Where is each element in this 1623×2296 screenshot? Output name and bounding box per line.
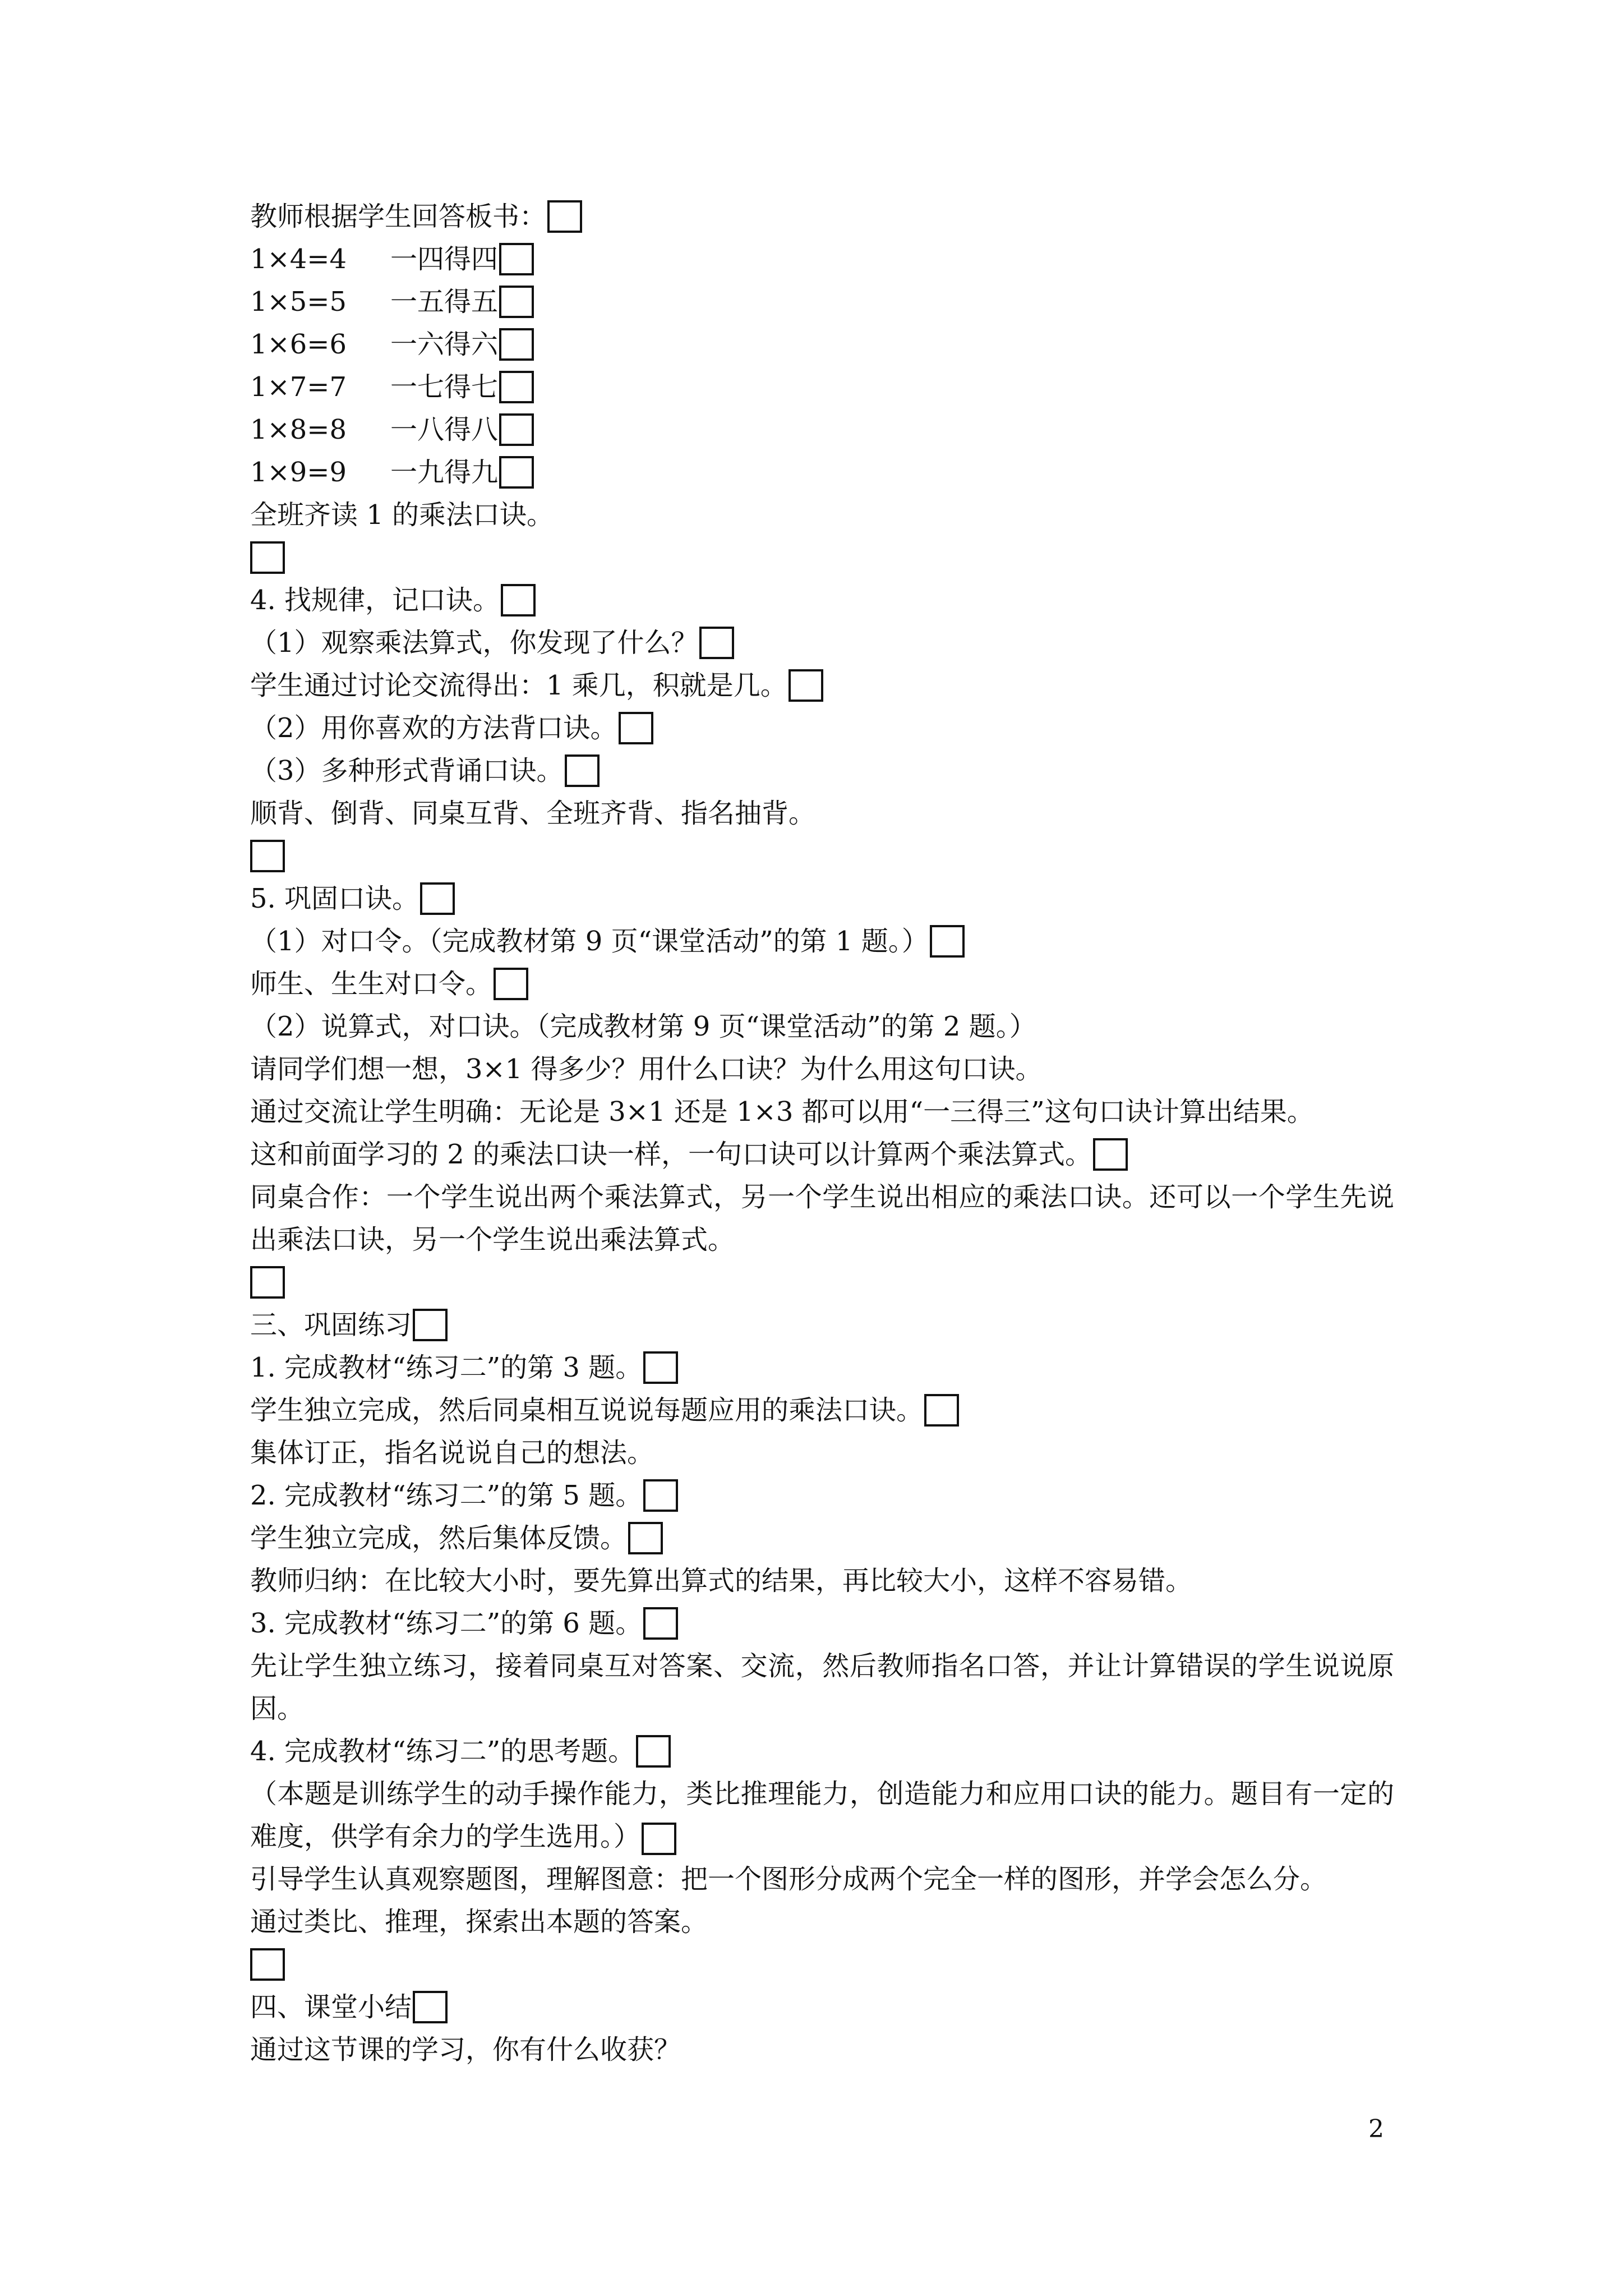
- text-paragraph: [250, 1773, 1394, 1858]
- text-line: [250, 835, 1394, 877]
- text-line: [250, 280, 1394, 323]
- text-line: [250, 1091, 1394, 1133]
- line-text: 一九得九: [390, 457, 499, 488]
- line-text: （1）观察乘法算式，你发现了什么？: [250, 627, 698, 659]
- text-line: [250, 920, 1394, 963]
- checkbox-square: [413, 1991, 448, 2023]
- checkbox-square: [789, 669, 823, 702]
- section-heading: [250, 1304, 1394, 1346]
- text-paragraph: [250, 1645, 1394, 1730]
- line-text: 教师根据学生回答板书：: [250, 201, 547, 232]
- line-text: 3. 完成教材“练习二”的第 6 题。: [250, 1608, 643, 1639]
- line-text: 2. 完成教材“练习二”的第 5 题。: [250, 1480, 643, 1511]
- checkbox-square: [642, 1823, 676, 1855]
- checkbox-square: [250, 541, 285, 574]
- checkbox-square: [499, 371, 534, 403]
- checkbox-square: [501, 584, 536, 616]
- checkbox-square: [494, 968, 528, 1000]
- line-text: 先让学生独立练习，接着同桌互对答案、交流，然后教师指名口答，并让计算错误的学生说说原因。: [250, 1650, 1394, 1724]
- section-heading: [250, 877, 1394, 920]
- line-text: 学生独立完成，然后同桌相互说说每题应用的乘法口诀。: [250, 1395, 924, 1426]
- text-paragraph: [250, 1176, 1394, 1261]
- line-text: （2）说算式，对口诀。（完成教材第 9 页“课堂活动”的第 2 题。）: [250, 1011, 1036, 1042]
- line-text: 一七得七: [390, 371, 499, 403]
- line-text: 1. 完成教材“练习二”的第 3 题。: [250, 1352, 643, 1383]
- checkbox-square: [565, 754, 600, 787]
- line-text: 通过交流让学生明确：无论是 3×1 还是 1×3 都可以用“一三得三”这句口诀计算出结果。: [250, 1096, 1314, 1128]
- equation: 1×8=8: [250, 414, 347, 445]
- text-line: [250, 2028, 1394, 2071]
- line-text: （本题是训练学生的动手操作能力，类比推理能力，创造能力和应用口诀的能力。题目有一定的难度，供学有余力的学生选用。）: [250, 1778, 1394, 1852]
- page-number: 2: [1368, 2115, 1384, 2143]
- text-line: [250, 408, 1394, 451]
- line-text: （1）对口令。（完成教材第 9 页“课堂活动”的第 1 题。）: [250, 926, 929, 957]
- checkbox-square: [420, 882, 455, 915]
- section-heading: [250, 1986, 1394, 2028]
- text-line: [250, 1943, 1394, 1986]
- text-line: [250, 238, 1394, 280]
- line-text: 全班齐读 1 的乘法口诀。: [250, 499, 554, 531]
- text-line: [250, 536, 1394, 579]
- document-body: [250, 195, 1394, 2071]
- text-line: [250, 792, 1394, 835]
- line-text: 通过类比、推理，探索出本题的答案。: [250, 1906, 708, 1938]
- text-line: [250, 1559, 1394, 1602]
- line-text: 学生通过讨论交流得出：1 乘几，积就是几。: [250, 670, 787, 701]
- line-text: 4. 完成教材“练习二”的思考题。: [250, 1736, 635, 1767]
- text-line: [250, 707, 1394, 749]
- text-line: [250, 664, 1394, 707]
- checkbox-square: [699, 627, 734, 659]
- line-text: 一五得五: [390, 286, 499, 318]
- text-line: [250, 749, 1394, 792]
- line-text: 师生、生生对口令。: [250, 968, 493, 1000]
- text-line: [250, 366, 1394, 408]
- line-text: （2）用你喜欢的方法背口诀。: [250, 712, 617, 744]
- text-line: [250, 323, 1394, 366]
- text-line: [250, 622, 1394, 664]
- equation: 1×4=4: [250, 243, 347, 275]
- text-line: [250, 1389, 1394, 1432]
- equation: 1×6=6: [250, 329, 347, 360]
- text-line: [250, 1858, 1394, 1901]
- checkbox-square: [924, 1394, 959, 1427]
- checkbox-square: [619, 712, 653, 744]
- line-text: 四、课堂小结: [250, 1991, 412, 2023]
- checkbox-square: [643, 1351, 678, 1384]
- section-heading: [250, 579, 1394, 622]
- checkbox-square: [1093, 1138, 1128, 1171]
- text-line: [250, 1517, 1394, 1559]
- text-line: [250, 195, 1394, 238]
- checkbox-square: [547, 200, 582, 233]
- checkbox-square: [499, 328, 534, 361]
- equation: 1×5=5: [250, 286, 347, 318]
- text-line: [250, 451, 1394, 494]
- line-text: 这和前面学习的 2 的乘法口诀一样，一句口诀可以计算两个乘法算式。: [250, 1139, 1092, 1170]
- text-line: [250, 1730, 1394, 1773]
- line-text: 同桌合作：一个学生说出两个乘法算式，另一个学生说出相应的乘法口诀。还可以一个学生先说出乘法口诀，另一个学生说出乘法算式。: [250, 1181, 1394, 1255]
- line-text: 集体订正，指名说说自己的想法。: [250, 1437, 654, 1469]
- line-text: 顺背、倒背、同桌互背、全班齐背、指名抽背。: [250, 798, 816, 829]
- checkbox-square: [643, 1479, 678, 1512]
- checkbox-square: [499, 456, 534, 489]
- text-line: [250, 1133, 1394, 1176]
- checkbox-square: [499, 286, 534, 318]
- text-line: [250, 1346, 1394, 1389]
- line-text: 通过这节课的学习，你有什么收获？: [250, 2034, 681, 2065]
- text-line: [250, 1474, 1394, 1517]
- checkbox-square: [250, 840, 285, 872]
- text-line: [250, 963, 1394, 1005]
- checkbox-square: [499, 243, 534, 275]
- checkbox-square: [413, 1309, 448, 1341]
- line-text: 三、巩固练习: [250, 1309, 412, 1341]
- checkbox-square: [643, 1607, 678, 1640]
- line-text: （3）多种形式背诵口诀。: [250, 755, 564, 786]
- checkbox-square: [250, 1948, 285, 1981]
- line-text: 5. 巩固口诀。: [250, 883, 419, 914]
- text-line: [250, 1005, 1394, 1048]
- text-line: [250, 1901, 1394, 1943]
- line-text: 4. 找规律，记口诀。: [250, 585, 500, 616]
- equation: 1×9=9: [250, 457, 347, 488]
- line-text: 请同学们想一想，3×1 得多少？用什么口诀？为什么用这句口诀。: [250, 1053, 1043, 1085]
- text-line: [250, 1432, 1394, 1474]
- text-line: [250, 494, 1394, 536]
- line-text: 一六得六: [390, 329, 499, 360]
- checkbox-square: [628, 1522, 663, 1554]
- equation: 1×7=7: [250, 371, 347, 403]
- text-line: [250, 1048, 1394, 1091]
- line-text: 学生独立完成，然后集体反馈。: [250, 1522, 628, 1554]
- line-text: 引导学生认真观察题图，理解图意：把一个图形分成两个完全一样的图形，并学会怎么分。: [250, 1864, 1327, 1895]
- line-text: 一八得八: [390, 414, 499, 445]
- line-text: 教师归纳：在比较大小时，要先算出算式的结果，再比较大小，这样不容易错。: [250, 1565, 1193, 1596]
- checkbox-square: [250, 1266, 285, 1299]
- text-line: [250, 1261, 1394, 1304]
- checkbox-square: [930, 925, 965, 958]
- checkbox-square: [499, 413, 534, 446]
- checkbox-square: [636, 1735, 671, 1768]
- text-line: [250, 1602, 1394, 1645]
- line-text: 一四得四: [390, 243, 499, 275]
